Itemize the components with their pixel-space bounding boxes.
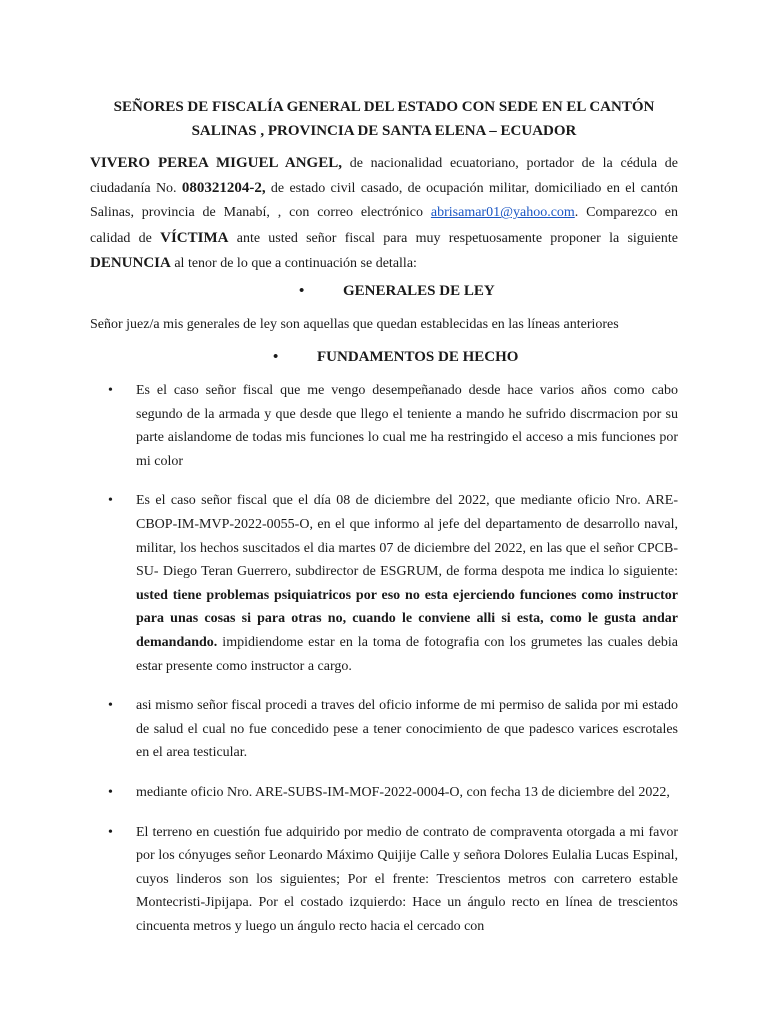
list-item-text: asi mismo señor fiscal procedi a traves del oficio informe de mi permiso de salida por mi estado de salud el cual no fue concedido pese a tener conocimiento de que padesco varices escrotales en el area testicular. xyxy=(136,698,678,761)
list-bullet: • xyxy=(108,698,113,714)
list-item xyxy=(108,694,678,765)
generales-paragraph: Señor juez/a mis generales de ley son aquellas que quedan establecidas en las líneas anteriores xyxy=(90,317,619,332)
intro-text-2: de estado civil casado, de ocupación militar, domiciliado en el cantón Salinas, provincia de Manabí, , con correo electrónico xyxy=(90,181,678,221)
list-item-text: Es el caso señor fiscal que me vengo desempeñanado desde hace varios años como cabo segundo de la armada y que desde que llego el teniente a mando he sufrido discrmacion por su parte aislandome de todas mis funciones lo cual me ha restringido el acceso a mis funciones por mi color xyxy=(136,383,678,469)
list-item xyxy=(108,489,678,678)
email-link[interactable]: abrisamar01@yahoo.com xyxy=(430,205,575,221)
title-line-1: SEÑORES DE FISCALÍA GENERAL DEL ESTADO CON SEDE EN EL CANTÓN xyxy=(113,99,655,115)
list-bullet: • xyxy=(108,824,113,840)
list-item xyxy=(108,379,678,473)
facts-list xyxy=(108,379,678,954)
list-item xyxy=(108,821,678,939)
intro-paragraph xyxy=(90,151,678,276)
victima-word: VÍCTIMA xyxy=(160,229,229,246)
heading-generales xyxy=(299,281,495,301)
list-item-text xyxy=(136,489,678,678)
item-2-text-b: impidiendome estar en la toma de fotografia con los grumetes las cuales debia estar presente como instructor a cargo. xyxy=(136,634,678,674)
complainant-name: VIVERO PEREA MIGUEL ANGEL, xyxy=(90,155,342,171)
item-2-quote: usted tiene problemas psiquiatricos por eso no esta ejerciendo funciones como instructor para unas cosas si para otras no, cuando le conviene alli si esta, como le gusta andar demandando. xyxy=(136,587,678,650)
list-item-text: El terreno en cuestión fue adquirido por medio de contrato de compraventa otorgada a mi favor por los cónyuges señor Leonardo Máximo Quijije Calle y señora Dolores Eulalia Lucas Espinal, cuyos linderos son los siguientes; Por el frente: Trescientos metros con carretero estable Montecristi-Jipijapa. Por el costado izquierdo: Hace un ángulo recto en línea de trescientos cincuenta metros y luego un ángulo recto hacia el cercado con xyxy=(136,824,678,934)
heading-bullet: • xyxy=(299,283,305,299)
intro-text-1: de nacionalidad ecuatoriano, portador de la cédula de ciudadanía No. xyxy=(90,156,678,197)
list-item-text: mediante oficio Nro. ARE-SUBS-IM-MOF-2022-0004-O, con fecha 13 de diciembre del 2022, xyxy=(136,784,670,800)
list-bullet: • xyxy=(108,493,113,509)
intro-text-3: . Comparezco en calidad de xyxy=(90,205,678,246)
document-title xyxy=(90,95,678,143)
heading-fundamentos-text: FUNDAMENTOS DE HECHO xyxy=(317,349,519,365)
item-2-text-a: Es el caso señor fiscal que el día 08 de diciembre del 2022, que mediante oficio Nro. ARE-CBOP-IM-MVP-2022-0055-O, en el que informo al jefe del departamento de desarrollo naval, militar, los hechos suscitados el dia martes 07 de diciembre del 2022, en las que el señor CPCB-SU- Diego Teran Guerrero, subdirector de ESGRUM, de forma despota me indica lo siguiente: xyxy=(136,493,678,580)
intro-text-4: ante usted señor fiscal para muy respetuosamente proponer la siguiente xyxy=(228,230,678,246)
heading-fundamentos xyxy=(273,347,518,367)
list-bullet: • xyxy=(108,784,113,800)
intro-text-5: al tenor de lo que a continuación se detalla: xyxy=(170,255,417,271)
denuncia-word: DENUNCIA xyxy=(90,254,171,271)
list-item xyxy=(108,781,678,805)
heading-bullet: • xyxy=(273,349,279,365)
heading-generales-text: GENERALES DE LEY xyxy=(343,283,495,299)
title-line-2: SALINAS , PROVINCIA DE SANTA ELENA – ECUADOR xyxy=(191,123,577,139)
id-number: 080321204-2, xyxy=(181,180,266,197)
list-bullet: • xyxy=(108,383,113,398)
